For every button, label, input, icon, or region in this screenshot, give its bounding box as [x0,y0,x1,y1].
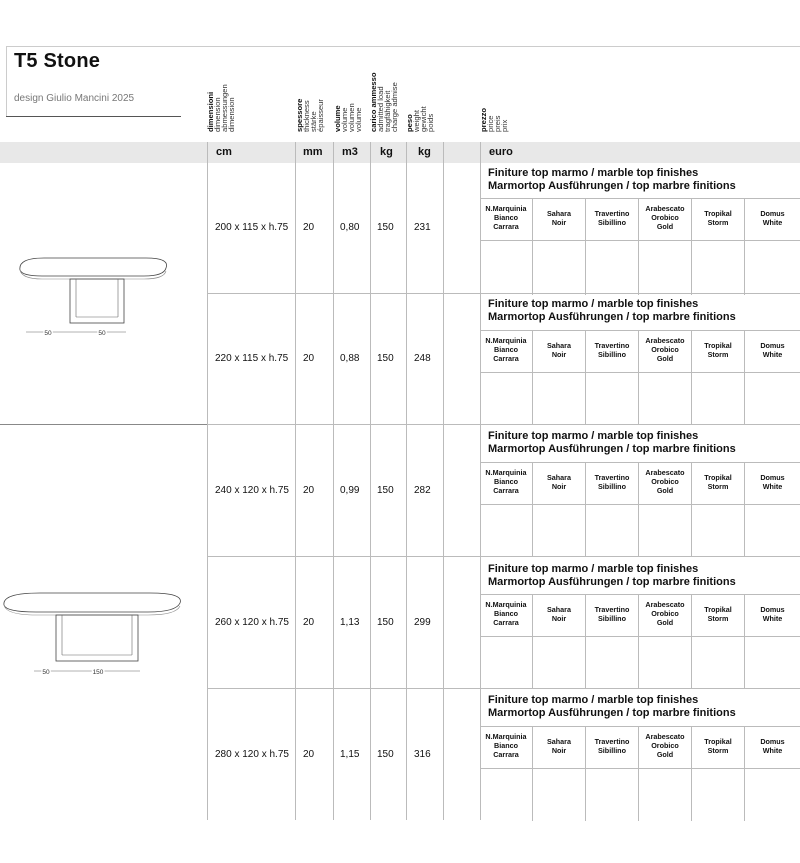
finish-arabescato: Arabescato Orobico Gold [645,336,685,363]
finishes-grid [480,462,800,557]
finish-tropikal: Tropikal Storm [704,605,732,623]
finish-marquinia: N.Marquinia Bianco Carrara [485,600,527,627]
cell-volume: 0,99 [340,485,360,496]
unit-thickness: mm [303,146,323,158]
finishes-title: Finiture top marmo / marble top finishes Marmortop Ausführungen / top marbre finitions [488,167,736,192]
cell-dimension: 220 x 115 x h.75 [215,353,289,364]
title-left-rule [6,46,7,116]
cell-weight: 316 [414,749,431,760]
finish-travertino: Travertino Sibillino [594,605,630,623]
base-frame [70,279,124,323]
cell-volume: 0,88 [340,353,360,364]
finishes-grid [480,594,800,689]
cell-dimension: 260 x 120 x h.75 [215,617,289,628]
cell-weight: 231 [414,222,431,233]
cell-load: 150 [377,749,394,760]
cell-weight: 248 [414,353,431,364]
finish-travertino: Travertino Sibillino [594,473,630,491]
finishes-title: Finiture top marmo / marble top finishes Marmortop Ausführungen / top marbre finitions [488,694,736,719]
finishes-title: Finiture top marmo / marble top finishes Marmortop Ausführungen / top marbre finitions [488,563,736,588]
finish-travertino: Travertino Sibillino [594,341,630,359]
unit-volume: m3 [342,146,358,158]
finish-arabescato: Arabescato Orobico Gold [645,204,685,231]
cell-thickness: 20 [303,353,315,364]
unit-dimension: cm [216,146,232,158]
finish-arabescato: Arabescato Orobico Gold [645,600,685,627]
finish-travertino: Travertino Sibillino [594,737,630,755]
cell-volume: 0,80 [340,222,360,233]
finish-tropikal: Tropikal Storm [704,341,732,359]
tabletop-edge [4,605,180,615]
finish-marquinia: N.Marquinia Bianco Carrara [485,468,527,495]
col-separator [295,142,296,820]
dimension-label: 150 [92,669,104,676]
header-price: prezzo price preis prix [479,107,509,132]
top-rule [6,46,800,47]
cell-load: 150 [377,485,394,496]
table-drawing-small [14,250,174,345]
unit-weight: kg [418,146,431,158]
finish-sahara: Sahara Noir [547,737,571,755]
finishes-grid [480,198,800,295]
product-title: T5 Stone [14,50,101,72]
cell-volume: 1,13 [340,617,360,628]
title-underline [6,116,181,117]
header-dimension: dimensioni dimension abmessungen dimension [206,84,236,132]
finish-sahara: Sahara Noir [547,473,571,491]
cell-load: 150 [377,222,394,233]
col-separator [333,142,334,820]
finish-tropikal: Tropikal Storm [704,209,732,227]
finish-arabescato: Arabescato Orobico Gold [645,732,685,759]
cell-thickness: 20 [303,485,315,496]
finish-domus: Domus White [760,473,785,491]
cell-thickness: 20 [303,617,315,628]
designer-credit: design Giulio Mancini 2025 [14,93,135,104]
finish-domus: Domus White [760,737,785,755]
units-header-bar [0,142,800,163]
cell-dimension: 200 x 115 x h.75 [215,222,289,233]
finish-marquinia: N.Marquinia Bianco Carrara [485,732,527,759]
cell-volume: 1,15 [340,749,360,760]
cell-dimension: 240 x 120 x h.75 [215,485,289,496]
col-separator [207,142,208,820]
finish-sahara: Sahara Noir [547,605,571,623]
col-separator [370,142,371,820]
header-volume: volume volume volumen volume [333,103,363,132]
finish-arabescato: Arabescato Orobico Gold [645,468,685,495]
finish-sahara: Sahara Noir [547,209,571,227]
dimension-label: 50 [98,330,106,337]
finish-marquinia: N.Marquinia Bianco Carrara [485,204,527,231]
finish-tropikal: Tropikal Storm [704,473,732,491]
cell-thickness: 20 [303,222,315,233]
tabletop-outline [20,258,167,276]
dimension-label: 50 [44,330,52,337]
table-drawing-large [0,585,190,685]
finish-domus: Domus White [760,341,785,359]
finish-travertino: Travertino Sibillino [594,209,630,227]
col-separator [406,142,407,820]
finishes-grid [480,330,800,425]
header-thickness: spessore thickness stärke épaisseur [295,98,325,132]
finishes-title: Finiture top marmo / marble top finishes Marmortop Ausführungen / top marbre finitions [488,430,736,455]
finishes-grid [480,726,800,821]
cell-weight: 299 [414,617,431,628]
finish-tropikal: Tropikal Storm [704,737,732,755]
cell-dimension: 280 x 120 x h.75 [215,749,289,760]
header-admitted-load: carico ammesso admitted load tragfähigkeit charge admise [369,72,399,132]
unit-price: euro [489,146,513,158]
cell-load: 150 [377,353,394,364]
finish-sahara: Sahara Noir [547,341,571,359]
finish-domus: Domus White [760,209,785,227]
group-separator [0,424,207,425]
col-separator [443,142,444,820]
tabletop-outline [4,593,181,612]
base-frame [56,615,138,661]
finish-marquinia: N.Marquinia Bianco Carrara [485,336,527,363]
tabletop-edge [20,270,166,279]
cell-thickness: 20 [303,749,315,760]
unit-load: kg [380,146,393,158]
dimension-label: 50 [42,669,50,676]
finishes-title: Finiture top marmo / marble top finishes Marmortop Ausführungen / top marbre finitions [488,298,736,323]
cell-weight: 282 [414,485,431,496]
finish-domus: Domus White [760,605,785,623]
cell-load: 150 [377,617,394,628]
header-weight: peso weight gewicht poids [405,106,435,132]
